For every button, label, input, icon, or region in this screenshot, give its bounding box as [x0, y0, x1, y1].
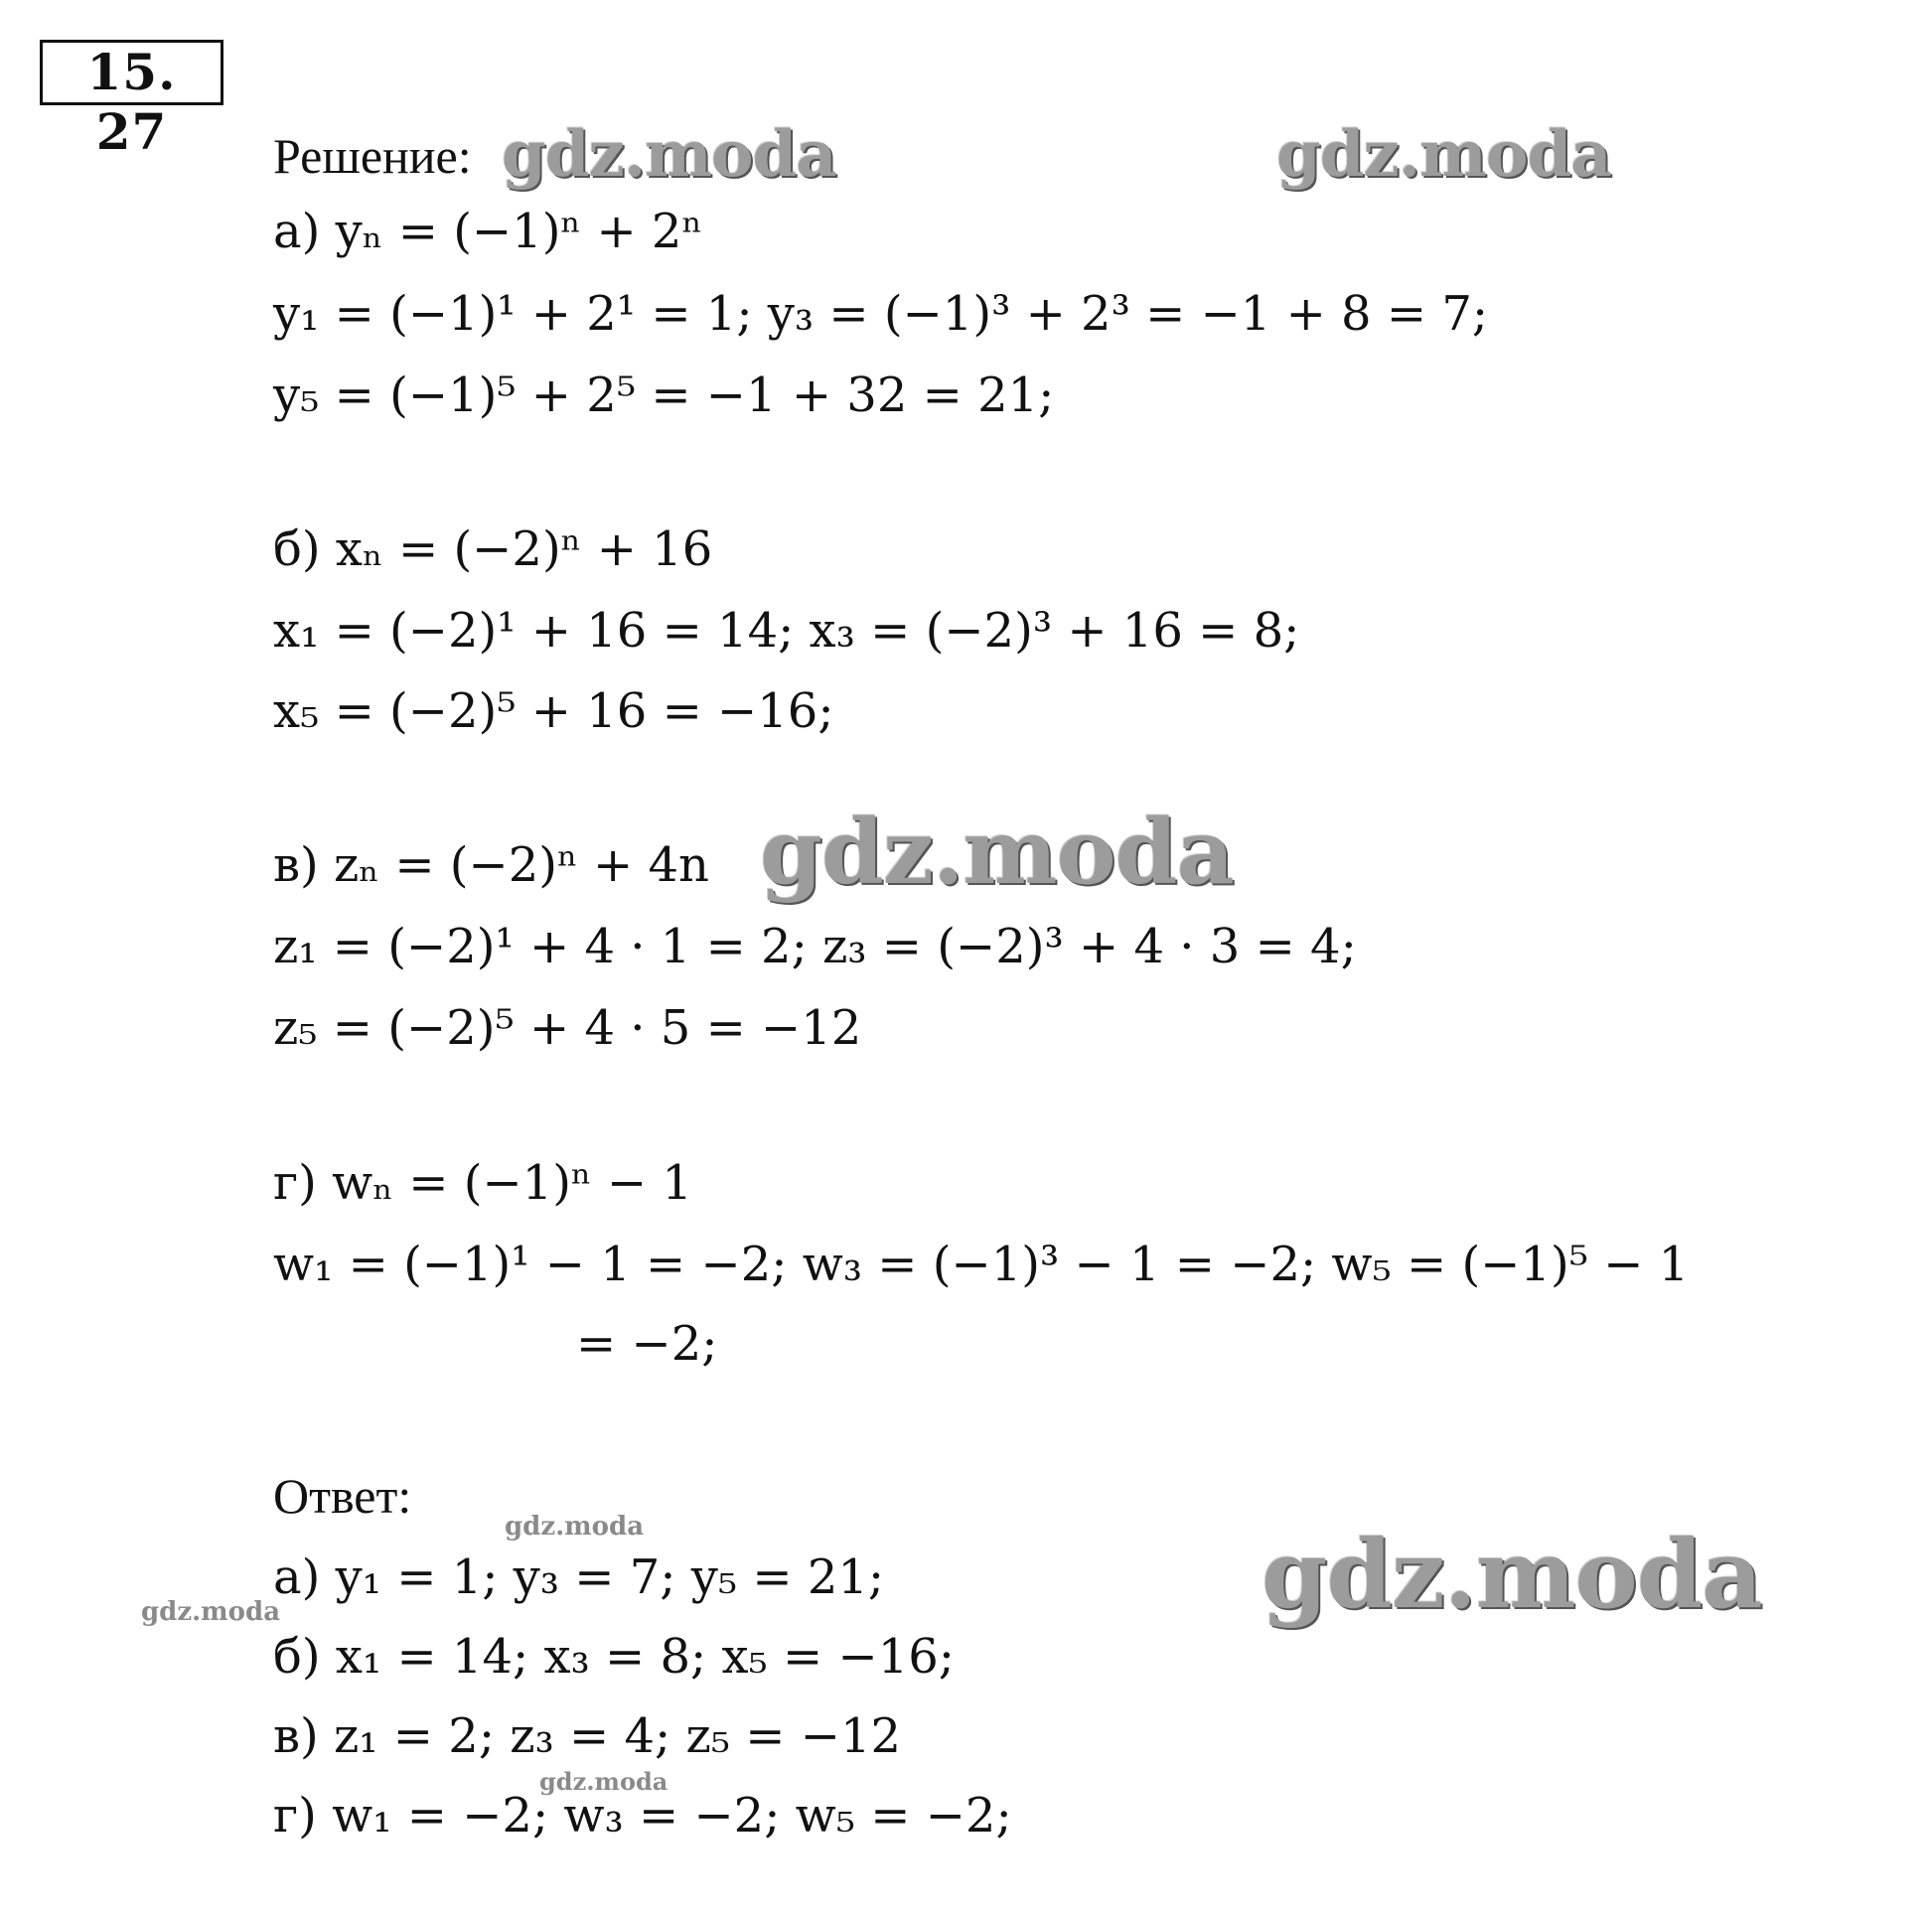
part-g-calc-1: w₁ = (−1)¹ − 1 = −2; w₃ = (−1)³ − 1 = −2; w₅ = (−1)⁵ − 1 [273, 1237, 1690, 1292]
answer-label: Ответ: [273, 1468, 412, 1524]
answer-a: а) y₁ = 1; y₃ = 7; y₅ = 21; [273, 1549, 885, 1605]
part-a-formula: а) yₙ = (−1)ⁿ + 2ⁿ [273, 204, 703, 259]
watermark: gdz.moda [539, 1767, 669, 1796]
watermark: gdz.moda [141, 1597, 281, 1627]
part-v-calc-1: z₁ = (−2)¹ + 4 · 1 = 2; z₃ = (−2)³ + 4 · 3 = 4; [273, 919, 1357, 974]
part-b-calc-1: x₁ = (−2)¹ + 16 = 14; x₃ = (−2)³ + 16 = 8; [273, 603, 1300, 659]
answer-b: б) x₁ = 14; x₃ = 8; x₅ = −16; [273, 1629, 955, 1685]
watermark: gdz.moda [502, 117, 836, 192]
watermark: gdz.moda [1262, 1520, 1762, 1630]
part-b-calc-2: x₅ = (−2)⁵ + 16 = −16; [273, 683, 834, 739]
watermark: gdz.moda [505, 1512, 645, 1542]
answer-g: г) w₁ = −2; w₃ = −2; w₅ = −2; [273, 1788, 1012, 1843]
watermark: gdz.moda [1276, 117, 1611, 192]
part-a-calc-2: y₅ = (−1)⁵ + 2⁵ = −1 + 32 = 21; [273, 368, 1055, 423]
part-b-formula: б) xₙ = (−2)ⁿ + 16 [273, 521, 713, 577]
part-g-calc-2: = −2; [576, 1316, 718, 1372]
answer-v: в) z₁ = 2; z₃ = 4; z₅ = −12 [273, 1708, 902, 1764]
solution-label: Решение: [273, 128, 472, 184]
watermark: gdz.moda [760, 800, 1234, 905]
problem-number: 15. 27 [40, 40, 223, 105]
part-g-formula: г) wₙ = (−1)ⁿ − 1 [273, 1155, 692, 1211]
part-v-formula: в) zₙ = (−2)ⁿ + 4n [273, 837, 709, 893]
part-a-calc-1: y₁ = (−1)¹ + 2¹ = 1; y₃ = (−1)³ + 2³ = −1 + 8 = 7; [273, 286, 1489, 342]
part-v-calc-2: z₅ = (−2)⁵ + 4 · 5 = −12 [273, 1000, 862, 1056]
